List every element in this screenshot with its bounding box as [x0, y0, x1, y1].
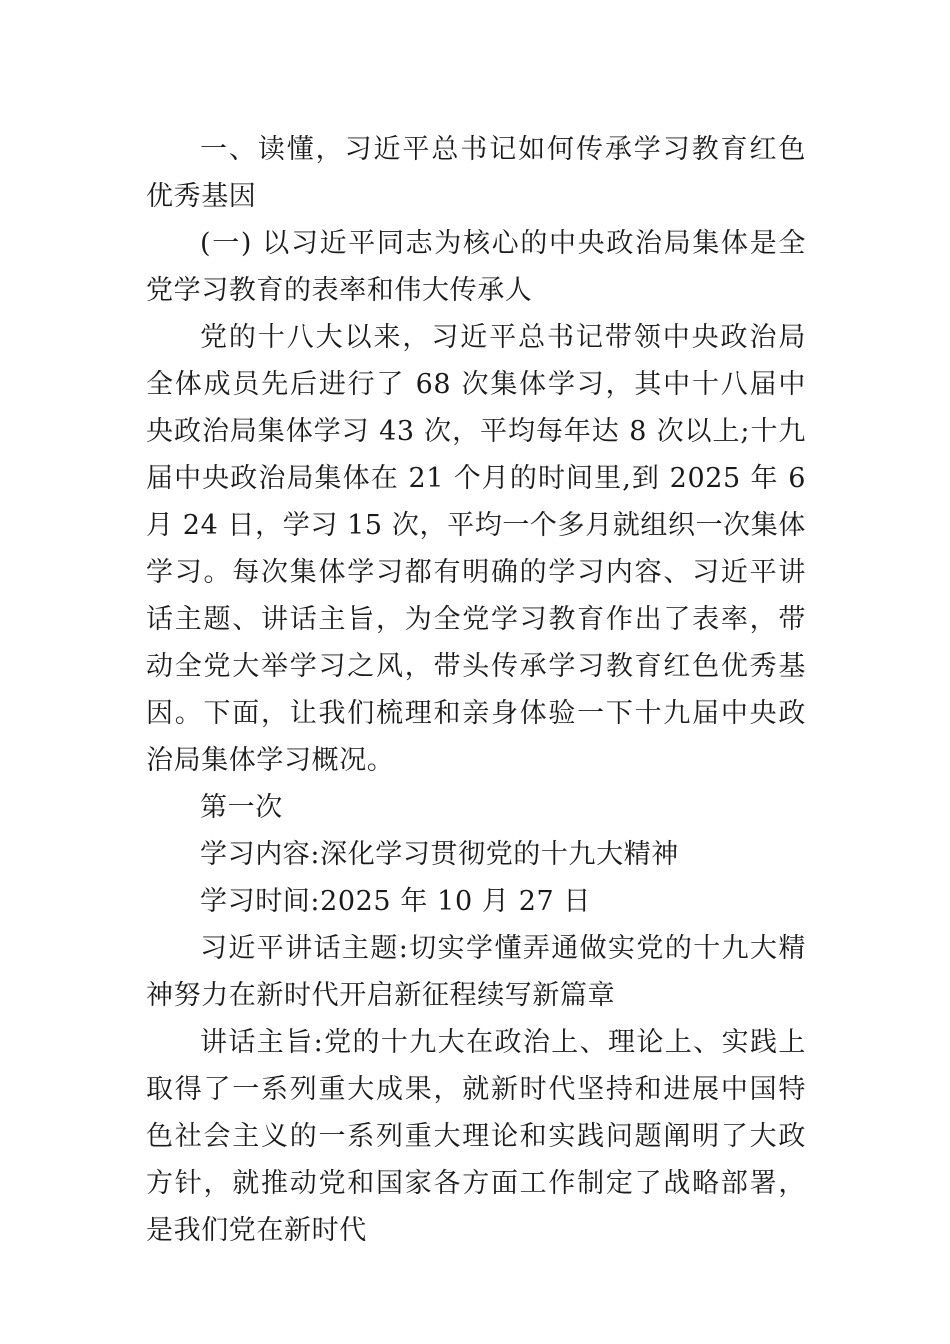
subsection-heading: (一) 以习近平同志为核心的中央政治局集体是全党学习教育的表率和伟大传承人 [146, 228, 806, 306]
section-heading: 一、读懂，习近平总书记如何传承学习教育红色优秀基因 [146, 134, 806, 212]
document-body [146, 126, 806, 1254]
body-paragraph: 党的十八大以来，习近平总书记带领中央政治局全体成员先后进行了 68 次集体学习，其中十八届中央政治局集体学习 43 次，平均每年达 8 次以上;十九届中央政治局集体在 21 个月的时间里,到 2025 年 6 月 24 日，学习 15 次，平均一个多月就组织一次集体学习。每次集体学习都有明确的学习内容、习近平讲话主题、讲话主旨，为全党学习教育作出了表率，带动全党大举学习之风，带头传承学习教育红色优秀基因。下面，让我们梳理和亲身体验一下十九届中央政治局集体学习概况。 [146, 322, 806, 776]
speech-theme: 习近平讲话主题:切实学懂弄通做实党的十九大精神努力在新时代开启新征程续写新篇章 [146, 933, 806, 1011]
session-title: 第一次 [200, 792, 283, 823]
study-content: 学习内容:深化学习贯彻党的十九大精神 [200, 839, 679, 870]
study-date: 学习时间:2025 年 10 月 27 日 [200, 886, 592, 917]
speech-gist: 讲话主旨:党的十九大在政治上、理论上、实践上取得了一系列重大成果，就新时代坚持和进展中国特色社会主义的一系列重大理论和实践问题阐明了大政方针，就推动党和国家各方面工作制定了战略部署，是我们党在新时代 [146, 1027, 806, 1246]
